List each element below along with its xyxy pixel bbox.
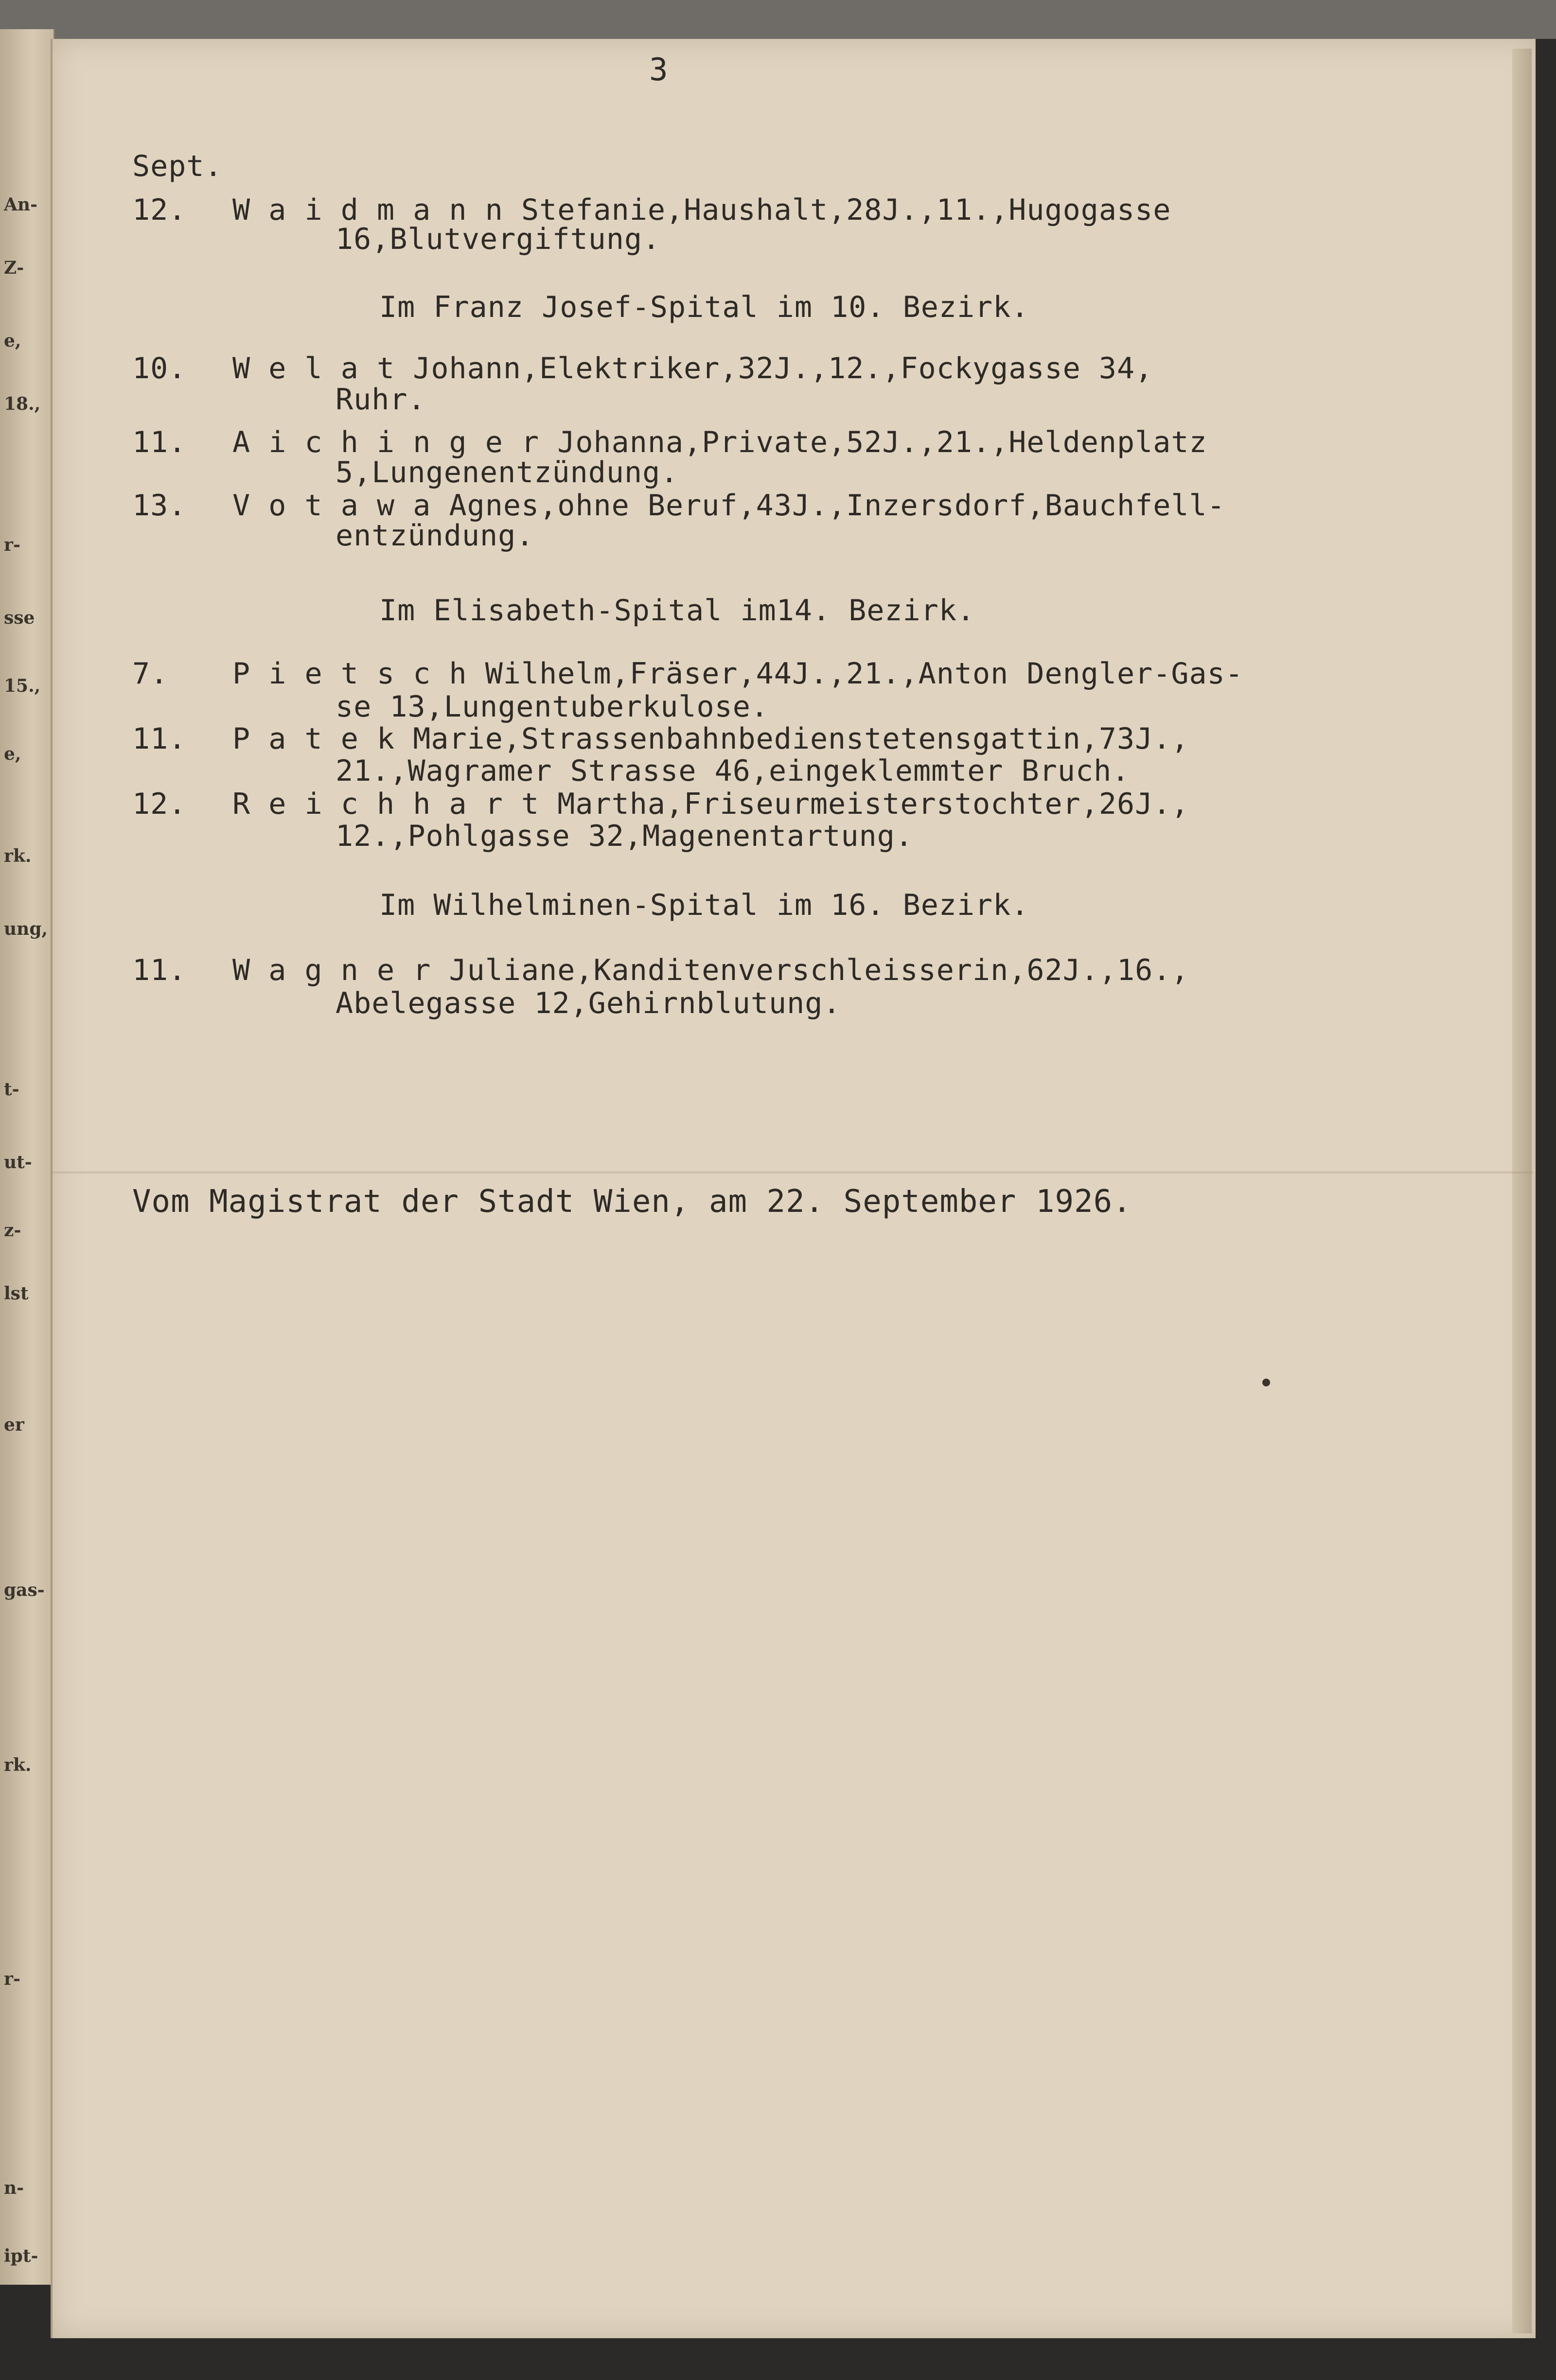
entry-line: 5,Lungenentzündung.: [336, 455, 679, 490]
entry-line: A i c h i n g e r Johanna,Private,52J.,21.,Heldenplatz: [232, 425, 1207, 459]
section-heading: Im Wilhelminen-Spital im 16. Bezirk.: [379, 888, 1029, 922]
prev-page-fragment: gas-: [4, 1580, 45, 1600]
prev-page-fragment: e,: [4, 331, 21, 351]
section-heading: Im Franz Josef-Spital im 10. Bezirk.: [379, 290, 1029, 324]
prev-page-fragment: ung,: [4, 919, 48, 939]
entry-day: 11.: [132, 425, 187, 459]
prev-page-fragment: 15.,: [4, 676, 41, 696]
scan-background-top: [0, 0, 1556, 39]
previous-page-edge: [0, 29, 55, 2285]
entry-line: P i e t s c h Wilhelm,Fräser,44J.,21.,Anton Dengler-Gas-: [232, 657, 1243, 691]
entry-line: Abelegasse 12,Gehirnblutung.: [336, 986, 841, 1020]
prev-page-fragment: rk.: [4, 846, 32, 866]
prev-page-fragment: ut-: [4, 1152, 32, 1172]
entry-line: entzündung.: [336, 519, 534, 553]
entry-day: 10.: [132, 351, 187, 385]
entry-line: V o t a w a Agnes,ohne Beruf,43J.,Inzersdorf,Bauchfell-: [232, 489, 1225, 523]
footer-signature-line: Vom Magistrat der Stadt Wien, am 22. September 1926.: [132, 1184, 1132, 1220]
entry-line: W a g n e r Juliane,Kanditenverschleisserin,62J.,16.,: [232, 953, 1189, 987]
entry-day: 7.: [132, 657, 169, 691]
page-number: 3: [649, 52, 669, 88]
section-heading: Im Elisabeth-Spital im14. Bezirk.: [379, 594, 975, 628]
prev-page-fragment: r-: [4, 1969, 20, 1989]
entry-line: R e i c h h a r t Martha,Friseurmeisterstochter,26J.,: [232, 787, 1189, 821]
prev-page-fragment: er: [4, 1415, 24, 1435]
prev-page-fragment: An-: [4, 194, 38, 215]
prev-page-fragment: t-: [4, 1079, 19, 1100]
month-label: Sept.: [132, 149, 223, 183]
entry-line: se 13,Lungentuberkulose.: [336, 690, 769, 724]
prev-page-fragment: lst: [4, 1283, 29, 1304]
entry-line: W a i d m a n n Stefanie,Haushalt,28J.,11.,Hugogasse: [232, 193, 1171, 227]
entry-line: 12.,Pohlgasse 32,Magenentartung.: [336, 819, 913, 853]
entry-line: Ruhr.: [336, 383, 426, 417]
ink-speck: [1262, 1379, 1270, 1386]
prev-page-fragment: 18.,: [4, 394, 41, 414]
entry-line: P a t e k Marie,Strassenbahnbedienstetensgattin,73J.,: [232, 722, 1189, 756]
prev-page-fragment: r-: [4, 535, 20, 555]
prev-page-fragment: rk.: [4, 1755, 32, 1775]
entry-day: 12.: [132, 787, 187, 821]
prev-page-fragment: e,: [4, 744, 21, 764]
prev-page-fragment: n-: [4, 2178, 24, 2198]
page-fold-shadow: [51, 1172, 1534, 1174]
prev-page-fragment: ipt-: [4, 2246, 38, 2266]
prev-page-fragment: sse: [4, 608, 35, 628]
entry-day: 11.: [132, 722, 187, 756]
prev-page-fragment: Z-: [4, 258, 24, 278]
entry-day: 11.: [132, 953, 187, 987]
prev-page-fragment: z-: [4, 1220, 21, 1241]
page-edge-right: [1512, 49, 1532, 2333]
entry-line: 21.,Wagramer Strasse 46,eingeklemmter Bruch.: [336, 754, 1130, 788]
entry-day: 12.: [132, 193, 187, 227]
entry-day: 13.: [132, 489, 187, 523]
entry-line: 16,Blutvergiftung.: [336, 222, 661, 256]
entry-line: W e l a t Johann,Elektriker,32J.,12.,Fockygasse 34,: [232, 351, 1153, 385]
